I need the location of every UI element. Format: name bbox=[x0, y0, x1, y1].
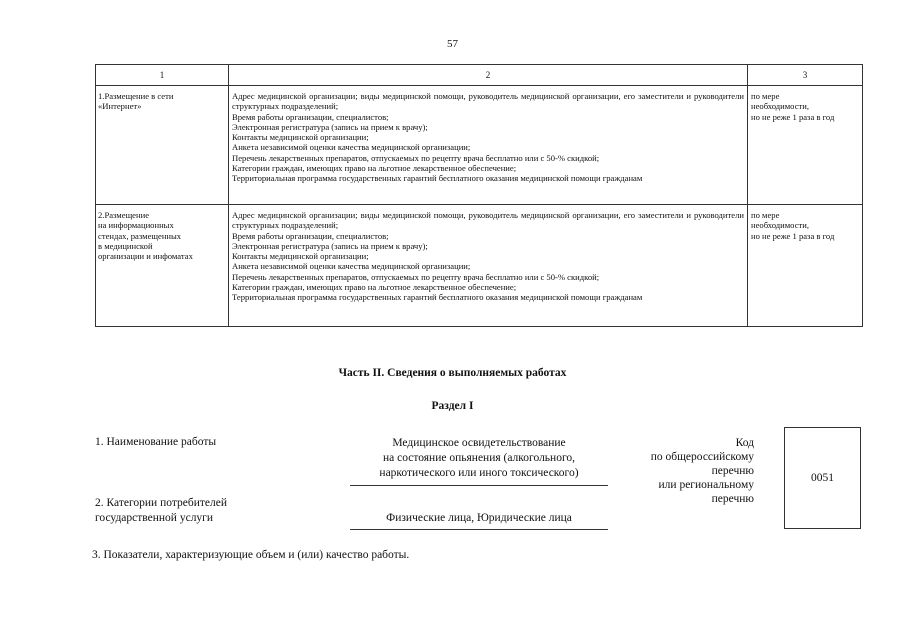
content-line: Контакты медицинской организации; bbox=[232, 251, 369, 262]
content-line: Территориальная программа государственных гарантий бесплатного оказания медицинской помощи гражданам bbox=[232, 292, 643, 303]
consumers-value: Физические лица, Юридические лица bbox=[350, 511, 608, 530]
content-line: Анкета независимой оценки качества медицинской организации; bbox=[232, 142, 471, 153]
method-line: на информационных bbox=[98, 220, 174, 231]
content-line: Анкета независимой оценки качества медицинской организации; bbox=[232, 261, 471, 272]
indicators-label: 3. Показатели, характеризующие объем и (или) качество работы. bbox=[92, 549, 410, 561]
method-line: 2.Размещение bbox=[98, 210, 150, 220]
work-name-line: наркотического или иного токсического) bbox=[379, 467, 579, 479]
content-line: Электронная регистратура (запись на прием к врачу); bbox=[232, 240, 428, 251]
code-label-line: перечню bbox=[711, 493, 754, 505]
content-line: Время работы организации, специалистов; bbox=[232, 111, 389, 122]
code-label-line: перечню bbox=[711, 465, 754, 477]
code-label-line: по общероссийскому bbox=[650, 451, 754, 463]
method-cell bbox=[96, 205, 229, 327]
content-line: Территориальная программа государственных гарантий бесплатного оказания медицинской помощи гражданам bbox=[232, 173, 643, 184]
frequency-line: необходимости, bbox=[751, 220, 810, 231]
method-line: 1.Размещение в сети bbox=[98, 91, 174, 101]
table-row bbox=[96, 205, 863, 327]
content-line: Категории граждан, имеющих право на льготное лекарственное обеспечение; bbox=[232, 282, 517, 293]
frequency-line: по мере bbox=[751, 210, 780, 220]
column-header-2: 2 bbox=[229, 65, 748, 86]
column-header-3: 3 bbox=[748, 65, 863, 86]
frequency-line: но не реже 1 раза в год bbox=[751, 230, 835, 241]
consumers-label-line: государственной услуги bbox=[95, 512, 214, 524]
content-line: Перечень лекарственных препаратов, отпускаемых по рецепту врача бесплатно или с 50-% скидкой; bbox=[232, 152, 600, 163]
frequency-line: по мере bbox=[751, 91, 780, 101]
content-line: Перечень лекарственных препаратов, отпускаемых по рецепту врача бесплатно или с 50-% скидкой; bbox=[232, 271, 600, 282]
method-line: в медицинской bbox=[98, 240, 153, 251]
work-name-label: 1. Наименование работы bbox=[95, 436, 217, 448]
work-name-line: на состояние опьянения (алкогольного, bbox=[382, 452, 576, 464]
frequency-cell bbox=[748, 205, 863, 327]
code-label-line: Код bbox=[735, 437, 754, 449]
work-name-line: Медицинское освидетельствование bbox=[392, 437, 566, 449]
consumers-label-line: 2. Категории потребителей bbox=[95, 497, 227, 509]
content-lead-line: Адрес медицинской организации; виды медицинской помощи, руководитель медицинской организации, его заместители и руководители структурных подразделений; bbox=[232, 210, 744, 231]
page-number: 57 bbox=[447, 38, 458, 50]
code-label bbox=[618, 436, 754, 506]
frequency-line: необходимости, bbox=[751, 101, 810, 112]
content-line: Электронная регистратура (запись на прием к врачу); bbox=[232, 121, 428, 132]
consumers-label bbox=[95, 496, 227, 526]
frequency-cell bbox=[748, 86, 863, 205]
method-line: организации и инфоматах bbox=[98, 251, 193, 262]
content-line: Контакты медицинской организации; bbox=[232, 132, 369, 143]
content-lead-line: Адрес медицинской организации; виды медицинской помощи, руководитель медицинской организации, его заместители и руководители структурных подразделений; bbox=[232, 91, 744, 112]
part-title: Часть II. Сведения о выполняемых работах bbox=[338, 367, 567, 379]
code-box bbox=[784, 427, 861, 529]
method-cell bbox=[96, 86, 229, 205]
method-line: «Интернет» bbox=[98, 101, 142, 112]
column-header-1: 1 bbox=[96, 65, 229, 86]
information-table bbox=[95, 64, 863, 327]
frequency-line: но не реже 1 раза в год bbox=[751, 111, 835, 122]
code-value: 0051 bbox=[811, 472, 834, 484]
table-row bbox=[96, 86, 863, 205]
work-name-value bbox=[350, 436, 608, 486]
content-line: Категории граждан, имеющих право на льготное лекарственное обеспечение; bbox=[232, 163, 517, 174]
content-cell bbox=[229, 86, 748, 205]
content-line: Время работы организации, специалистов; bbox=[232, 230, 389, 241]
content-cell bbox=[229, 205, 748, 327]
table-header-row bbox=[96, 65, 863, 86]
method-line: стендах, размещенных bbox=[98, 230, 182, 241]
section-title: Раздел I bbox=[431, 400, 474, 412]
code-label-line: или региональному bbox=[658, 479, 754, 491]
